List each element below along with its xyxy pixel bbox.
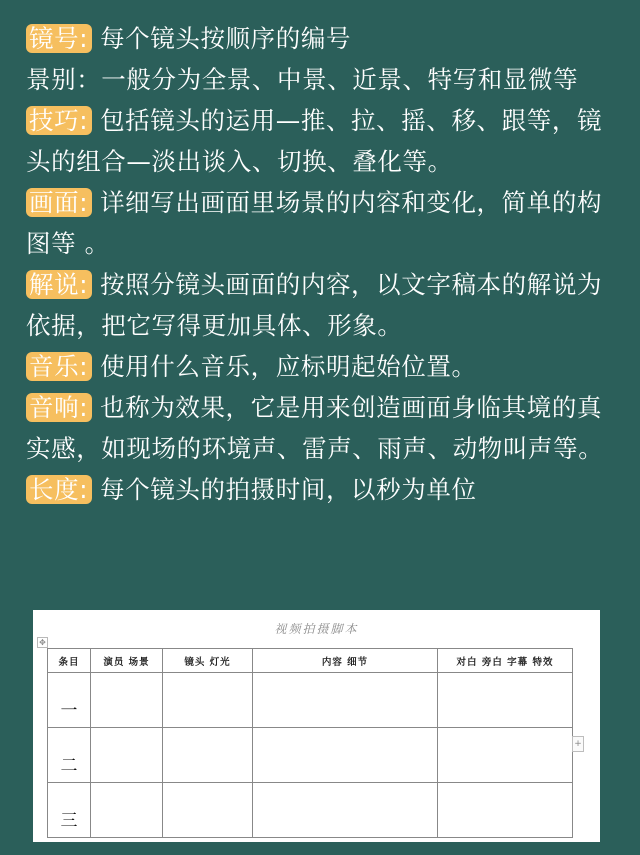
table-row (48, 728, 573, 783)
header-dialogue: 对白 旁白 字幕 特效 (438, 649, 573, 673)
script-table (47, 648, 573, 838)
text-picture: 详细写出画面里场景的内容和变化，简单的构图等 。 (26, 188, 603, 258)
text-shot-size: 景别：一般分为全景、中景、近景、特写和显微等 (26, 65, 579, 94)
row-label-cell[interactable] (48, 728, 91, 783)
tag-music: 音乐: (26, 352, 92, 381)
table-cell[interactable] (91, 673, 163, 728)
text-length: 每个镜头的拍摄时间，以秒为单位 (100, 475, 477, 504)
item-shot-size (26, 59, 616, 100)
table-cell[interactable] (438, 783, 573, 838)
item-sound (26, 387, 616, 469)
table-cell[interactable] (438, 673, 573, 728)
glossary (26, 18, 616, 510)
table-cell[interactable] (91, 728, 163, 783)
table-cell[interactable] (438, 728, 573, 783)
script-sheet (33, 610, 600, 842)
add-column-handle-icon[interactable]: + (572, 736, 584, 752)
tag-technique: 技巧: (26, 106, 92, 135)
header-row (48, 649, 573, 673)
table-cell[interactable] (91, 783, 163, 838)
header-shot-lighting: 镜头 灯光 (163, 649, 253, 673)
table-move-handle-icon[interactable]: ✥ (37, 637, 48, 648)
tag-picture: 画面: (26, 188, 92, 217)
tag-narration: 解说: (26, 270, 92, 299)
item-technique (26, 100, 616, 182)
table-cell[interactable] (253, 673, 438, 728)
text-technique: 包括镜头的运用—推、拉、摇、移、跟等，镜头的组合—淡出谈入、切换、叠化等。 (26, 106, 603, 176)
item-music (26, 346, 616, 387)
text-music: 使用什么音乐，应标明起始位置。 (100, 352, 477, 381)
table-cell[interactable] (253, 783, 438, 838)
header-item: 条目 (48, 649, 91, 673)
tag-sound: 音响: (26, 393, 92, 422)
item-narration (26, 264, 616, 346)
item-picture (26, 182, 616, 264)
header-actor-scene: 演员 场景 (91, 649, 163, 673)
row-label: 一 (60, 701, 78, 721)
sheet-title: 视频拍摄脚本 (274, 622, 359, 636)
row-label-cell[interactable] (48, 783, 91, 838)
table-cell[interactable] (163, 673, 253, 728)
tag-length: 长度: (26, 475, 92, 504)
table-row (48, 673, 573, 728)
text-narration: 按照分镜头画面的内容，以文字稿本的解说为依据，把它写得更加具体、形象。 (26, 270, 603, 340)
row-label: 二 (60, 756, 78, 776)
table-cell[interactable] (163, 783, 253, 838)
item-shot-number (26, 18, 616, 59)
row-label: 三 (60, 811, 78, 831)
table-cell[interactable] (163, 728, 253, 783)
header-content-detail: 内容 细节 (253, 649, 438, 673)
item-length (26, 469, 616, 510)
text-shot-number: 每个镜头按顺序的编号 (100, 24, 352, 53)
table-cell[interactable] (253, 728, 438, 783)
row-label-cell[interactable] (48, 673, 91, 728)
text-sound: 也称为效果，它是用来创造画面身临其境的真实感，如现场的环境声、雷声、雨声、动物叫声等。 (26, 393, 604, 463)
table-row (48, 783, 573, 838)
tag-shot-number: 镜号: (26, 24, 92, 53)
